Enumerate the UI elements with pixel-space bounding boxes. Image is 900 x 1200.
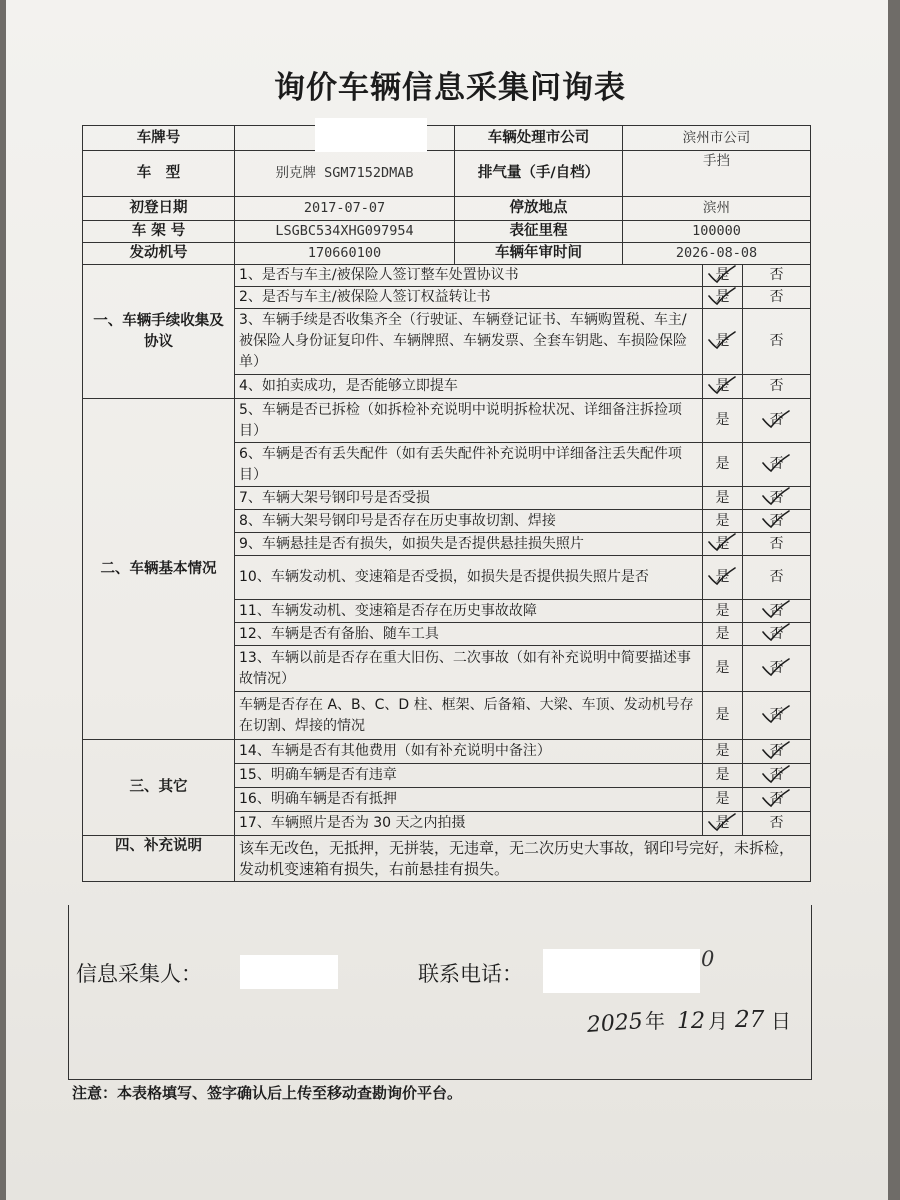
- no-label: 否: [769, 267, 784, 283]
- item-14-no: [743, 740, 811, 764]
- item-5-yes: [703, 399, 743, 443]
- no-label: 否: [769, 333, 784, 349]
- yes-label: 是: [715, 378, 730, 394]
- engine-number-value: 170660100: [235, 243, 455, 265]
- company-label: 车辆处理市公司: [455, 126, 623, 151]
- item-15-no: [743, 764, 811, 788]
- no-label: 否: [769, 660, 784, 676]
- item-6-no: [743, 443, 811, 487]
- vin-value: LSGBC534XHG097954: [235, 221, 455, 243]
- signature-area: [68, 905, 812, 1080]
- item-4-yes: [703, 375, 743, 399]
- date-day: 27: [735, 1007, 765, 1033]
- item-10-text: 10、车辆发动机、变速箱是否受损，如损失是否提供损失照片是否: [235, 556, 703, 600]
- yes-label: 是: [715, 267, 730, 283]
- item-12-yes: [703, 623, 743, 646]
- yes-label: 是: [715, 602, 730, 619]
- no-label: 否: [769, 456, 784, 472]
- no-label: 否: [769, 743, 784, 759]
- plate-label: 车牌号: [83, 126, 235, 151]
- supplement-text: 该车无改色，无抵押，无拼装，无违章，无二次历史大事故，钢印号完好，未拆检，发动机变速箱有损失，右前悬挂有损失。: [235, 836, 811, 882]
- model-value: 别克牌 SGM7152DMAB: [235, 151, 455, 197]
- item-17-no: [743, 812, 811, 836]
- phone-number-redaction: [543, 949, 700, 993]
- item-17-text: 17、车辆照片是否为 30 天之内拍摄: [235, 812, 703, 836]
- date-nian: 年: [645, 1009, 665, 1033]
- yes-label: 是: [715, 791, 730, 807]
- yes-label: 是: [715, 569, 730, 585]
- parking-location-value: 滨州: [623, 197, 811, 221]
- yes-label: 是: [715, 333, 730, 349]
- transmission-label: 排气量（手/自档）: [455, 151, 623, 197]
- inspection-date-value: 2026-08-08: [623, 243, 811, 265]
- parking-location-label: 停放地点: [455, 197, 623, 221]
- collector-name-redaction: [240, 955, 338, 989]
- item-5-text: 5、车辆是否已拆检（如拆检补充说明中说明拆检状况、详细备注拆捡项目）: [235, 399, 703, 443]
- no-label: 否: [769, 289, 784, 305]
- no-label: 否: [769, 707, 784, 723]
- item-11-no: [743, 600, 811, 623]
- item-15-text: 15、明确车辆是否有违章: [235, 764, 703, 788]
- no-label: 否: [769, 512, 784, 529]
- item-pillar-yes: [703, 692, 743, 740]
- date-month: 12: [677, 1009, 705, 1034]
- yes-label: 是: [715, 512, 730, 529]
- engine-number-label: 发动机号: [83, 243, 235, 265]
- no-label: 否: [769, 569, 784, 585]
- yes-label: 是: [715, 289, 730, 305]
- item-11-text: 11、车辆发动机、变速箱是否存在历史事故故障: [235, 600, 703, 623]
- item-8-text: 8、车辆大架号钢印号是否存在历史事故切割、焊接: [235, 510, 703, 533]
- item-2-no: [743, 287, 811, 309]
- item-12-text: 12、车辆是否有备胎、随车工具: [235, 623, 703, 646]
- item-6-yes: [703, 443, 743, 487]
- transmission-value: 手挡: [623, 151, 811, 197]
- item-1-no: [743, 265, 811, 287]
- inquiry-form-table: [82, 125, 811, 882]
- section-2-label: 二、车辆基本情况: [83, 399, 235, 740]
- yes-label: 是: [715, 535, 730, 552]
- item-16-text: 16、明确车辆是否有抵押: [235, 788, 703, 812]
- collector-label: 信息采集人：: [76, 962, 202, 986]
- item-6-text: 6、车辆是否有丢失配件（如有丢失配件补充说明中详细备注丢失配件项目）: [235, 443, 703, 487]
- phone-tail: 0: [701, 947, 715, 971]
- item-13-text: 13、车辆以前是否存在重大旧伤、二次事故（如有补充说明中简要描述事故情况）: [235, 646, 703, 692]
- item-14-text: 14、车辆是否有其他费用（如有补充说明中备注）: [235, 740, 703, 764]
- registration-date-label: 初登日期: [83, 197, 235, 221]
- item-3-yes: [703, 309, 743, 375]
- yes-label: 是: [715, 767, 730, 783]
- date-yue: 月: [708, 1009, 728, 1033]
- item-15-yes: [703, 764, 743, 788]
- item-4-no: [743, 375, 811, 399]
- item-13-no: [743, 646, 811, 692]
- no-label: 否: [769, 378, 784, 394]
- item-9-text: 9、车辆悬挂是否有损失，如损失是否提供悬挂损失照片: [235, 533, 703, 556]
- item-1-text: 1、是否与车主/被保险人签订整车处置协议书: [235, 265, 703, 287]
- footer-note: 注意：本表格填写、签字确认后上传至移动查勘询价平台。: [72, 1084, 463, 1102]
- item-12-no: [743, 623, 811, 646]
- section-4-label: 四、补充说明: [83, 836, 235, 882]
- item-14-yes: [703, 740, 743, 764]
- item-10-no: [743, 556, 811, 600]
- form-title: 询价车辆信息采集问询表: [274, 70, 626, 106]
- no-label: 否: [769, 815, 784, 831]
- section-3-label: 三、其它: [83, 740, 235, 836]
- yes-label: 是: [715, 625, 730, 642]
- item-5-no: [743, 399, 811, 443]
- registration-date-value: 2017-07-07: [235, 197, 455, 221]
- item-8-no: [743, 510, 811, 533]
- no-label: 否: [769, 625, 784, 642]
- company-value: 滨州市公司: [623, 126, 811, 151]
- date-ri: 日: [771, 1009, 791, 1033]
- item-9-yes: [703, 533, 743, 556]
- plate-number-redaction: [315, 118, 427, 152]
- no-label: 否: [769, 535, 784, 552]
- vin-label: 车 架 号: [83, 221, 235, 243]
- yes-label: 是: [715, 815, 730, 831]
- yes-label: 是: [715, 707, 730, 723]
- date-year: 2025: [586, 1009, 644, 1038]
- mileage-label: 表征里程: [455, 221, 623, 243]
- item-16-no: [743, 788, 811, 812]
- no-label: 否: [769, 489, 784, 506]
- item-3-text: 3、车辆手续是否收集齐全（行驶证、车辆登记证书、车辆购置税、车主/被保险人身份证复印件、车辆牌照、车辆发票、全套车钥匙、车损险保险单）: [235, 309, 703, 375]
- item-10-yes: [703, 556, 743, 600]
- item-7-text: 7、车辆大架号钢印号是否受损: [235, 487, 703, 510]
- inspection-date-label: 车辆年审时间: [455, 243, 623, 265]
- item-8-yes: [703, 510, 743, 533]
- item-9-no: [743, 533, 811, 556]
- yes-label: 是: [715, 660, 730, 676]
- no-label: 否: [769, 767, 784, 783]
- handwritten-date: [585, 1000, 805, 1040]
- item-17-yes: [703, 812, 743, 836]
- phone-label: 联系电话：: [418, 962, 523, 986]
- item-3-no: [743, 309, 811, 375]
- yes-label: 是: [715, 743, 730, 759]
- item-13-yes: [703, 646, 743, 692]
- item-7-yes: [703, 487, 743, 510]
- item-1-yes: [703, 265, 743, 287]
- item-16-yes: [703, 788, 743, 812]
- item-11-yes: [703, 600, 743, 623]
- item-pillar-no: [743, 692, 811, 740]
- no-label: 否: [769, 602, 784, 619]
- item-2-text: 2、是否与车主/被保险人签订权益转让书: [235, 287, 703, 309]
- section-1-label: 一、车辆手续收集及协议: [83, 265, 235, 399]
- yes-label: 是: [715, 412, 730, 428]
- yes-label: 是: [715, 456, 730, 472]
- item-7-no: [743, 487, 811, 510]
- yes-label: 是: [715, 489, 730, 506]
- no-label: 否: [769, 412, 784, 428]
- model-label: 车 型: [83, 151, 235, 197]
- no-label: 否: [769, 791, 784, 807]
- item-pillar-text: 车辆是否存在 A、B、C、D 柱、框架、后备箱、大梁、车顶、发动机号存在切割、焊接的情况: [235, 692, 703, 740]
- item-2-yes: [703, 287, 743, 309]
- item-4-text: 4、如拍卖成功，是否能够立即提车: [235, 375, 703, 399]
- mileage-value: 100000: [623, 221, 811, 243]
